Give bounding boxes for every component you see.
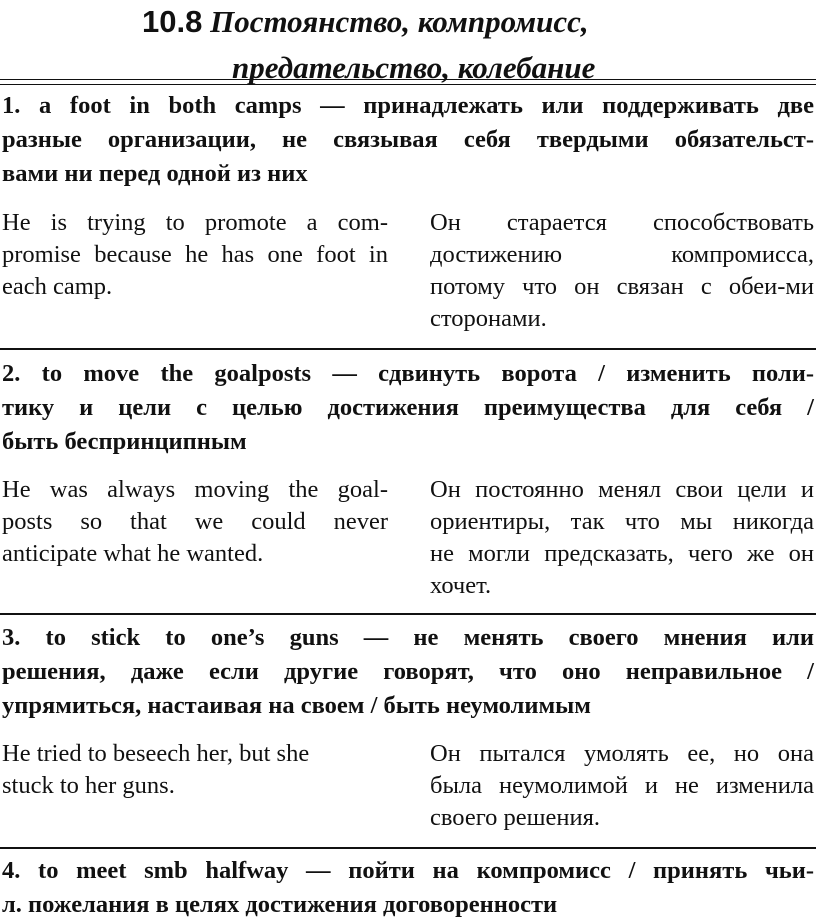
- entry-1-russian-translation: [430, 207, 814, 335]
- entry-3-russian-translation: [430, 738, 814, 834]
- example-line: posts so that we could never: [2, 508, 388, 535]
- heading-line: 2. to move the goalposts — сдвинуть ворота / изменить поли-: [2, 360, 814, 387]
- section-number: 10.8: [142, 4, 203, 39]
- heading-line: 4. to meet smb halfway — пойти на компромисс / принять чьи-: [2, 857, 814, 884]
- heading-line: тику и цели с целью достижения преимущества для себя /: [2, 394, 814, 421]
- example-line: anticipate what he wanted.: [2, 540, 264, 567]
- heading-line: 1. a foot in both camps — принадлежать или поддерживать две: [2, 92, 814, 119]
- example-line: promise because he has one foot in: [2, 241, 388, 268]
- translation-line: сторонами.: [430, 305, 547, 332]
- entry-divider: [0, 847, 816, 849]
- title-text-2: предательство, колебание: [232, 50, 596, 85]
- translation-line: хочет.: [430, 572, 492, 599]
- entry-divider: [0, 613, 816, 615]
- heading-line: вами ни перед одной из них: [2, 160, 308, 187]
- translation-line: не могли предсказать, чего же он: [430, 540, 814, 567]
- heading-line: упрямиться, настаивая на своем / быть неумолимым: [2, 692, 591, 719]
- section-title: [0, 2, 816, 88]
- entry-3-heading: [2, 621, 814, 723]
- entry-divider: [0, 348, 816, 350]
- translation-line: Он постоянно менял свои цели и: [430, 476, 814, 503]
- heading-line: 3. to stick to one’s guns — не менять своего мнения или: [2, 624, 814, 651]
- heading-line: быть беспринципным: [2, 428, 247, 455]
- translation-line: Он старается способствовать: [430, 209, 814, 236]
- title-line-1: [142, 2, 816, 42]
- heading-line: решения, даже если другие говорят, что оно неправильное /: [2, 658, 814, 685]
- entry-4-heading: [2, 854, 814, 922]
- heading-line: разные организации, не связывая себя твердыми обязательст-: [2, 126, 814, 153]
- entry-3-english-example: [2, 738, 388, 802]
- translation-line: была неумолимой и не изменила: [430, 772, 814, 799]
- example-line: He is trying to promote a com-: [2, 209, 388, 236]
- translation-line: своего решения.: [430, 804, 600, 831]
- entry-2-russian-translation: [430, 474, 814, 602]
- example-line: stuck to her guns.: [2, 772, 175, 799]
- title-text-1: Постоянство, компромисс,: [210, 4, 589, 39]
- translation-line: достижению компромисса,: [430, 241, 814, 268]
- heading-line: л. пожелания в целях достижения договоренности: [2, 891, 558, 918]
- entry-1-heading: [2, 89, 814, 191]
- entry-1-english-example: [2, 207, 388, 303]
- entry-2-english-example: [2, 474, 388, 570]
- example-line: He tried to beseech her, but she: [2, 740, 310, 767]
- example-line: each camp.: [2, 273, 113, 300]
- translation-line: потому что он связан с обеи-ми: [430, 273, 814, 300]
- example-line: He was always moving the goal-: [2, 476, 388, 503]
- entry-2-heading: [2, 357, 814, 459]
- title-divider: [0, 79, 816, 85]
- translation-line: ориентиры, так что мы никогда: [430, 508, 814, 535]
- translation-line: Он пытался умолять ее, но она: [430, 740, 814, 767]
